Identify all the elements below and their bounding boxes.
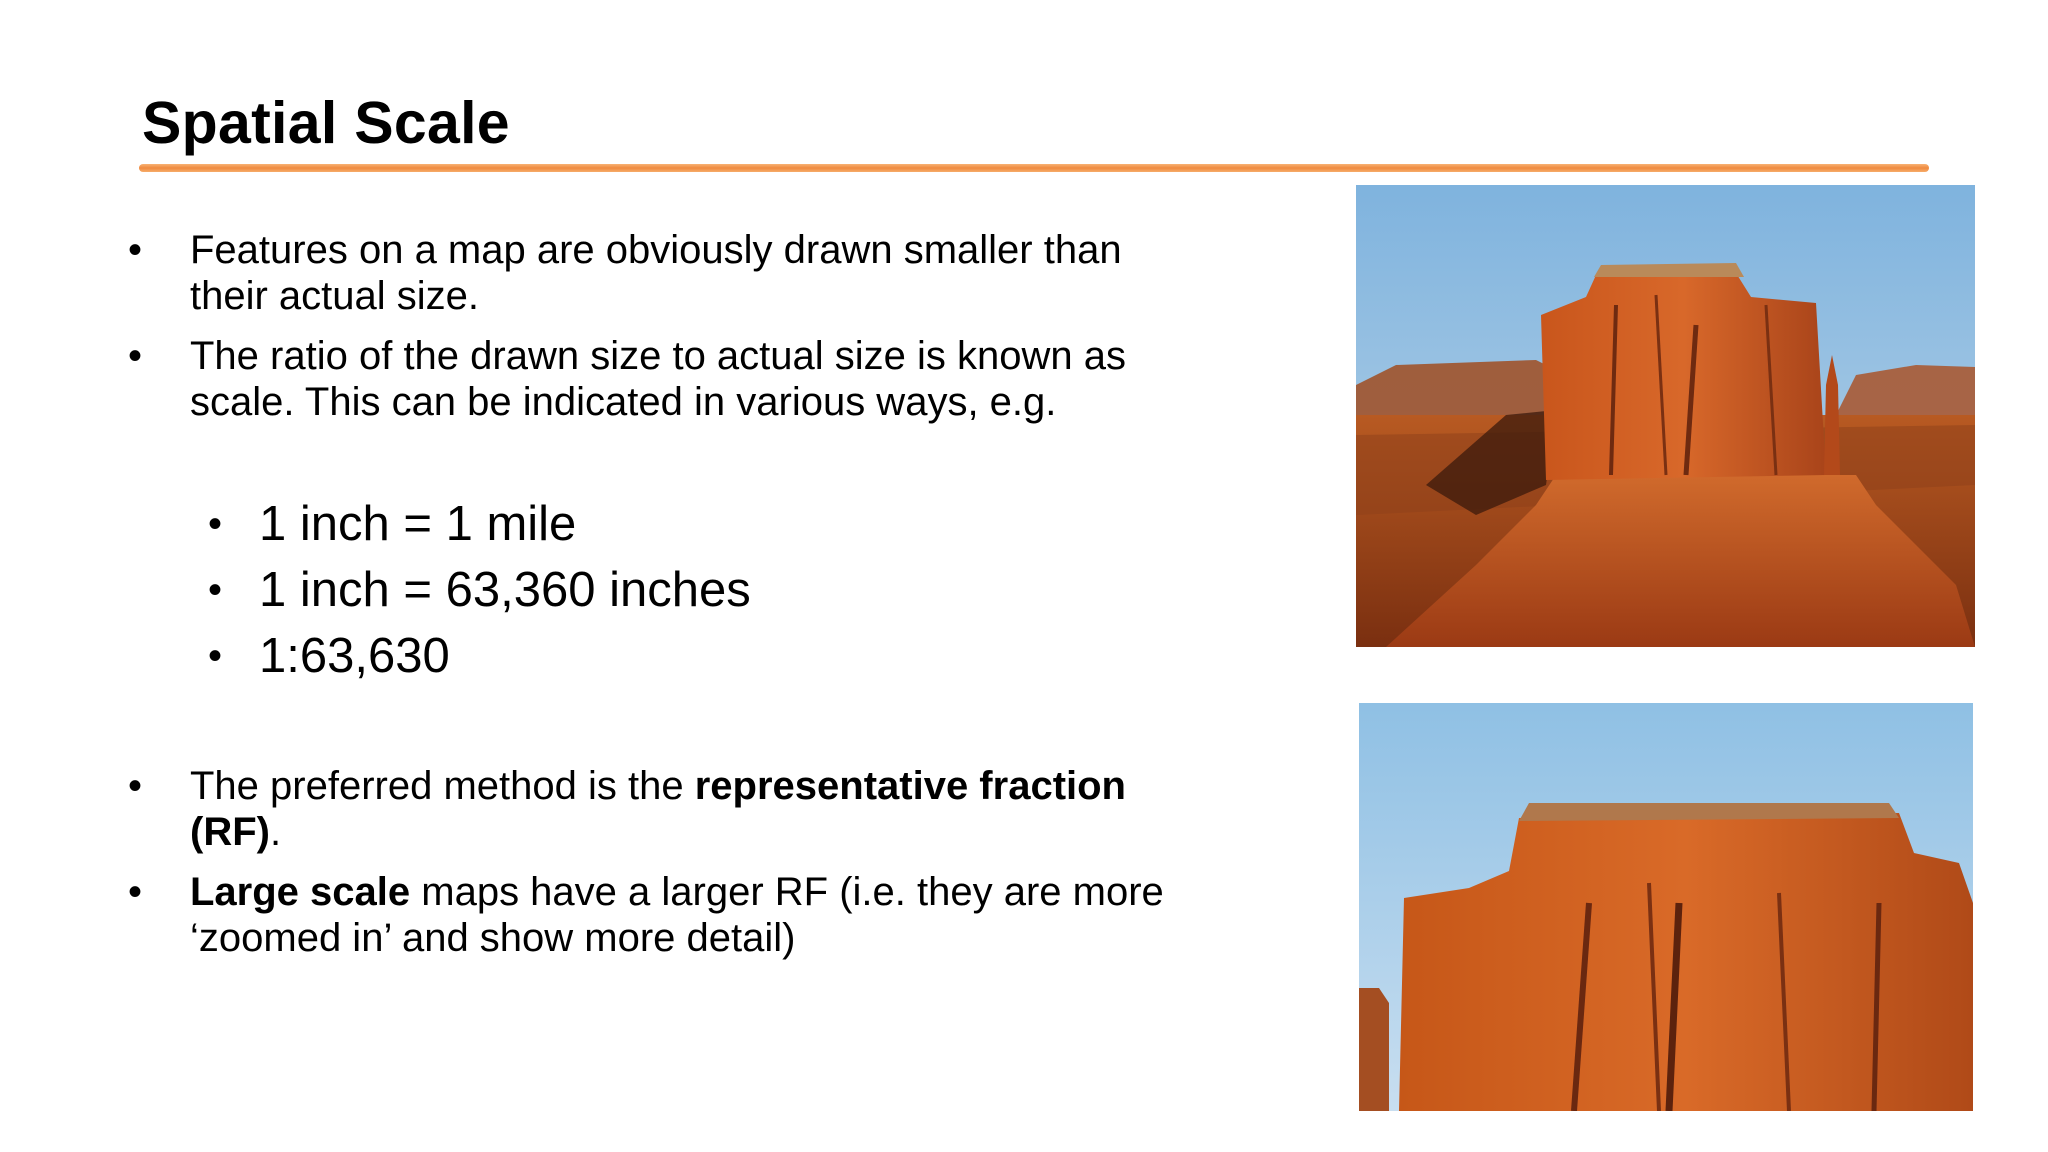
bullet-text: maps have a larger RF (i.e. they are more [410, 870, 1164, 914]
scale-example-item [208, 562, 908, 618]
bullet-text: . [269, 810, 282, 854]
scale-example-text: 1:63,630 [259, 629, 450, 683]
top-bullet-list [128, 227, 1288, 439]
bullet-marker: • [128, 228, 143, 272]
bullet-text-line: Features on a map are obviously drawn smaller than [190, 228, 1122, 272]
bullet-item [128, 227, 1288, 319]
scale-example-list [208, 496, 908, 694]
bullet-marker: • [128, 870, 143, 914]
scale-example-item [208, 628, 908, 684]
scale-example-item [208, 496, 908, 552]
slide-title: Spatial Scale [142, 90, 510, 156]
butte-photo-zoomed [1359, 703, 1973, 1111]
bottom-bullet-list [128, 763, 1288, 975]
bullet-item [128, 763, 1288, 855]
bullet-item [128, 869, 1288, 961]
bullet-marker: • [128, 764, 143, 808]
bullet-marker: • [208, 568, 223, 612]
bullet-marker: • [208, 502, 223, 546]
bullet-item [128, 333, 1288, 425]
bullet-text: The preferred method is the [190, 764, 695, 808]
bullet-text-line: The ratio of the drawn size to actual size is known as [190, 334, 1127, 378]
bullet-text-line: scale. This can be indicated in various ways, e.g. [190, 380, 1057, 424]
bullet-text-line: their actual size. [190, 274, 480, 318]
bullet-bold-term: representative fraction [694, 764, 1126, 808]
bullet-text-line: ‘zoomed in’ and show more detail) [190, 916, 796, 960]
butte-photo-wide [1356, 185, 1975, 647]
scale-example-text: 1 inch = 1 mile [259, 497, 577, 551]
scale-example-text: 1 inch = 63,360 inches [259, 563, 751, 617]
bullet-bold-term: Large scale [190, 870, 411, 914]
bullet-marker: • [208, 634, 223, 678]
bullet-marker: • [128, 334, 143, 378]
bullet-bold-term: (RF) [190, 810, 270, 854]
title-underline [139, 164, 1929, 172]
butte-photo-zoomed-graphic [1359, 703, 1973, 1111]
butte-photo-wide-graphic [1356, 185, 1975, 647]
